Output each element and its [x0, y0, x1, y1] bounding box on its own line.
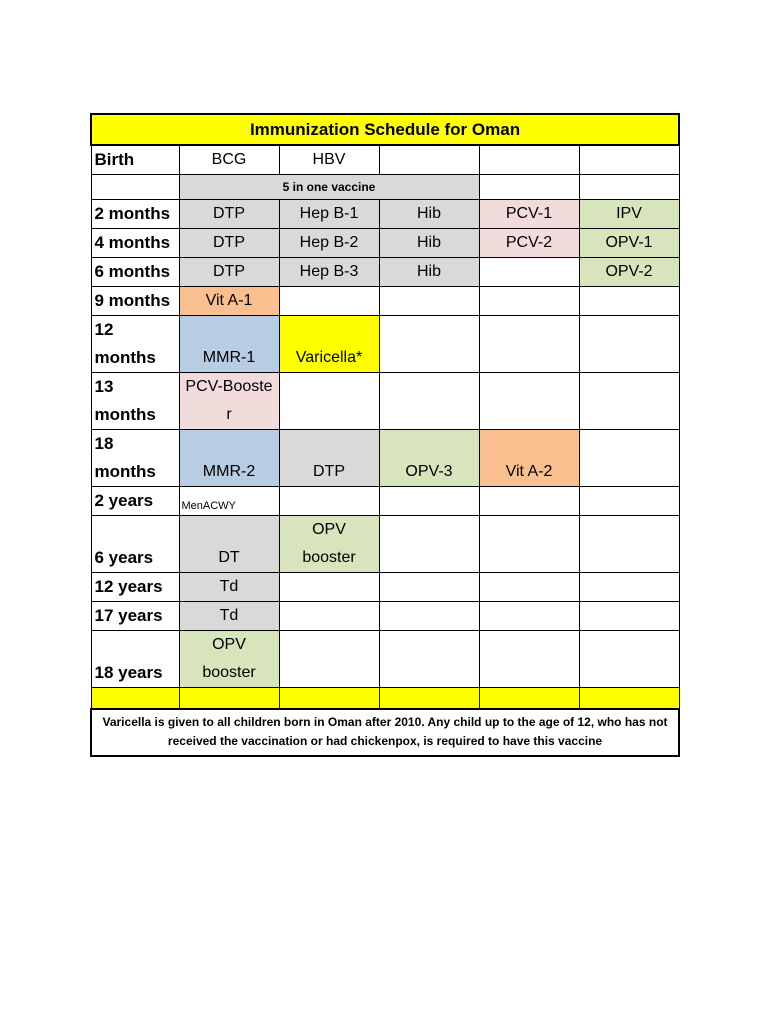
- age-label: 9 months: [91, 287, 179, 316]
- vaccine-cell: Hep B-3: [279, 258, 379, 287]
- vaccine-cell: [579, 602, 679, 631]
- vaccine-cell: OPV booster: [279, 516, 379, 573]
- vaccine-cell: [379, 602, 479, 631]
- vaccine-cell: [479, 631, 579, 688]
- vaccine-cell: Vit A-1: [179, 287, 279, 316]
- vaccine-cell: Hep B-1: [279, 200, 379, 229]
- table-row: [91, 373, 679, 430]
- table-row: [91, 430, 679, 487]
- vaccine-cell: [379, 573, 479, 602]
- vaccine-cell: [479, 602, 579, 631]
- age-label: 2 months: [91, 200, 179, 229]
- group-row: [91, 175, 679, 200]
- vaccine-cell: [379, 516, 479, 573]
- vaccine-cell: HBV: [279, 145, 379, 175]
- vaccine-cell: [579, 573, 679, 602]
- spacer-cell: [279, 688, 379, 709]
- vaccine-cell: [579, 373, 679, 430]
- vaccine-cell: OPV-3: [379, 430, 479, 487]
- vaccine-cell: OPV booster: [179, 631, 279, 688]
- page-title: Immunization Schedule for Oman: [91, 114, 679, 145]
- age-label: 18 years: [91, 631, 179, 688]
- vaccine-cell: IPV: [579, 200, 679, 229]
- vaccine-cell: DT: [179, 516, 279, 573]
- table-row: [91, 487, 679, 516]
- vaccine-cell: [479, 316, 579, 373]
- vaccine-cell: [479, 258, 579, 287]
- table-row: [91, 602, 679, 631]
- vaccine-cell: Vit A-2: [479, 430, 579, 487]
- age-label: 13 months: [91, 373, 179, 430]
- table-row: [91, 516, 679, 573]
- vaccine-cell: Td: [179, 602, 279, 631]
- spacer-cell: [379, 688, 479, 709]
- vaccine-cell: MenACWY: [179, 487, 279, 516]
- spacer-cell: [579, 688, 679, 709]
- table-row: [91, 573, 679, 602]
- vaccine-cell: OPV-1: [579, 229, 679, 258]
- vaccine-cell: [279, 573, 379, 602]
- age-label: 4 months: [91, 229, 179, 258]
- vaccine-cell: [479, 287, 579, 316]
- vaccine-cell: DTP: [279, 430, 379, 487]
- vaccine-cell: [279, 487, 379, 516]
- vaccine-cell: DTP: [179, 200, 279, 229]
- age-label: 12 months: [91, 316, 179, 373]
- table-row: [91, 631, 679, 688]
- empty-cell: [479, 175, 579, 200]
- age-label: Birth: [91, 145, 179, 175]
- vaccine-cell: [279, 287, 379, 316]
- vaccine-cell: Hib: [379, 258, 479, 287]
- spacer-cell: [179, 688, 279, 709]
- vaccine-cell: OPV-2: [579, 258, 679, 287]
- empty-cell: [579, 175, 679, 200]
- vaccine-cell: [379, 287, 479, 316]
- table-row: [91, 145, 679, 175]
- vaccine-cell: Td: [179, 573, 279, 602]
- spacer-cell: [479, 688, 579, 709]
- vaccine-cell: [279, 373, 379, 430]
- immunization-schedule-table: [90, 113, 680, 757]
- vaccine-cell: BCG: [179, 145, 279, 175]
- vaccine-cell: [479, 145, 579, 175]
- vaccine-cell: [279, 602, 379, 631]
- vaccine-cell: [579, 487, 679, 516]
- vaccine-cell: Hib: [379, 229, 479, 258]
- age-label: 17 years: [91, 602, 179, 631]
- vaccine-cell: [379, 631, 479, 688]
- vaccine-cell: Varicella*: [279, 316, 379, 373]
- empty-cell: [91, 175, 179, 200]
- table-row: [91, 229, 679, 258]
- vaccine-cell: [379, 373, 479, 430]
- vaccine-cell: MMR-1: [179, 316, 279, 373]
- vaccine-cell: [279, 631, 379, 688]
- vaccine-cell: [379, 145, 479, 175]
- vaccine-cell: [579, 631, 679, 688]
- age-label: 18 months: [91, 430, 179, 487]
- vaccine-cell: [479, 373, 579, 430]
- vaccine-cell: [479, 573, 579, 602]
- vaccine-cell: MMR-2: [179, 430, 279, 487]
- age-label: 12 years: [91, 573, 179, 602]
- vaccine-cell: [579, 145, 679, 175]
- vaccine-cell: [579, 430, 679, 487]
- footnote: Varicella is given to all children born in Oman after 2010. Any child up to the age of 12, who has not received the vaccination or had chickenpox, is required to have this vaccine: [91, 709, 679, 756]
- vaccine-cell: [579, 516, 679, 573]
- table-row: [91, 316, 679, 373]
- table-row: [91, 287, 679, 316]
- age-label: 2 years: [91, 487, 179, 516]
- vaccine-cell: [379, 487, 479, 516]
- vaccine-cell: DTP: [179, 258, 279, 287]
- vaccine-cell: [379, 316, 479, 373]
- vaccine-cell: Hep B-2: [279, 229, 379, 258]
- group-label: 5 in one vaccine: [179, 175, 479, 200]
- vaccine-cell: PCV-2: [479, 229, 579, 258]
- vaccine-cell: [579, 287, 679, 316]
- vaccine-cell: [479, 487, 579, 516]
- vaccine-cell: [479, 516, 579, 573]
- table-row: [91, 200, 679, 229]
- age-label: 6 years: [91, 516, 179, 573]
- vaccine-cell: PCV-Booster: [179, 373, 279, 430]
- age-label: 6 months: [91, 258, 179, 287]
- vaccine-cell: PCV-1: [479, 200, 579, 229]
- vaccine-cell: DTP: [179, 229, 279, 258]
- table-row: [91, 258, 679, 287]
- spacer-cell: [91, 688, 179, 709]
- vaccine-cell: [579, 316, 679, 373]
- spacer-row: [91, 688, 679, 709]
- vaccine-cell: Hib: [379, 200, 479, 229]
